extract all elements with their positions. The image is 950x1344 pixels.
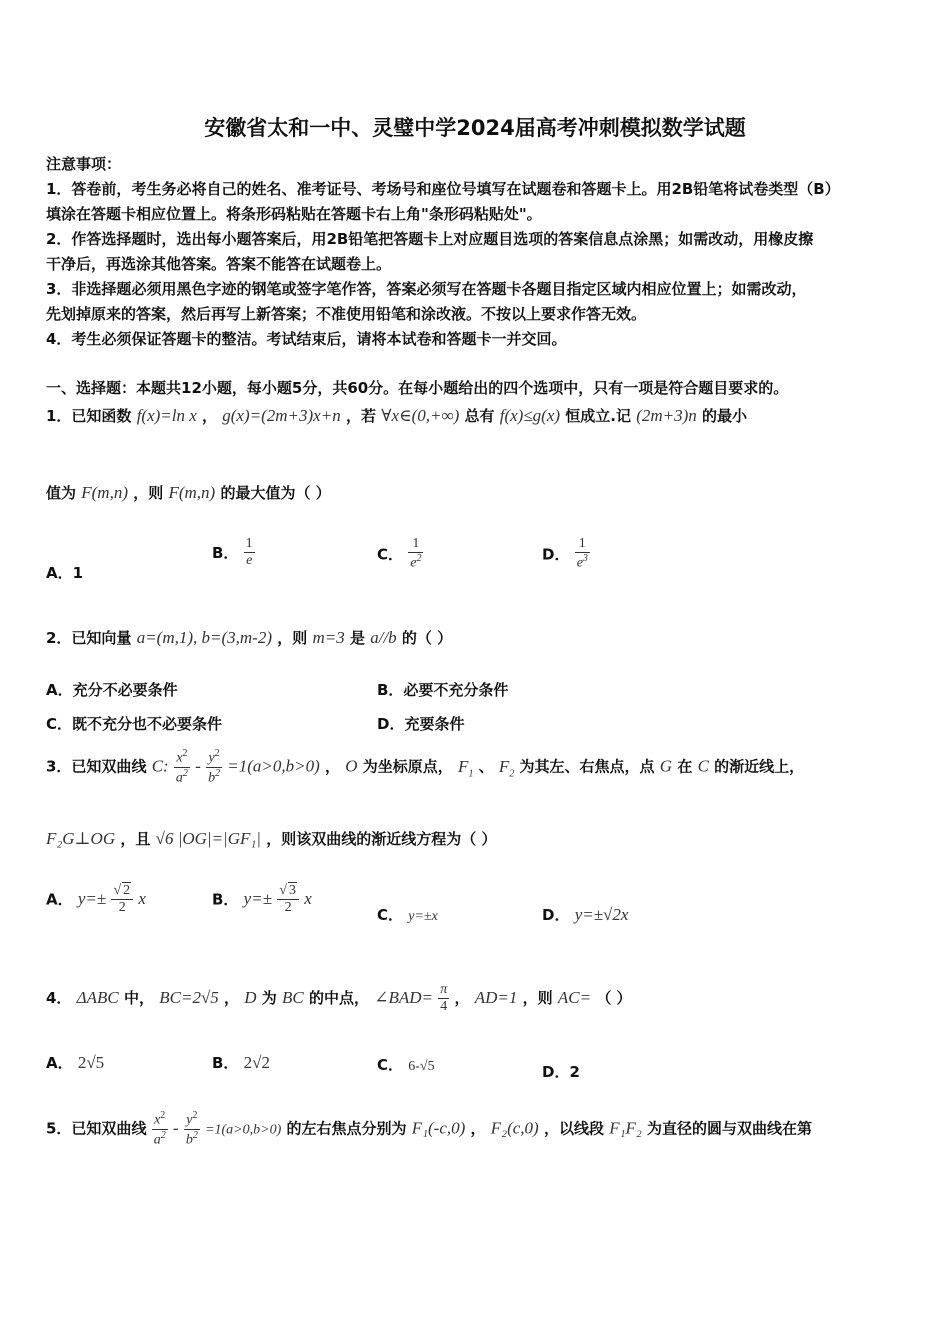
notice-line-2: 填涂在答题卡相应位置上。将条形码粘贴在答题卡右上角"条形码粘贴处"。 <box>46 205 542 223</box>
q1-option-d-frac: $\frac{1}{e^3}$ <box>576 536 588 571</box>
q3-perp: F₂G⊥OG <box>46 829 116 848</box>
q5-text: ， <box>470 1119 486 1138</box>
q1-option-c-frac: $\frac{1}{e^2}$ <box>410 536 422 571</box>
q3-x-frac: $\frac{x^2}{a^2}$ <box>175 748 188 786</box>
q1-text: 总有 <box>464 407 495 425</box>
q5-text: 为直径的圆与双曲线在第 <box>647 1119 813 1138</box>
q1-option-d-label: D． <box>542 545 570 564</box>
notice-line-3: 2．作答选择题时，选出每小题答案后，用2B铅笔把答题卡上对应题目选项的答案信息点涂黑；如需改动，用橡皮擦 <box>46 230 814 248</box>
q2-text: 2．已知向量 <box>46 629 132 647</box>
q4-text: ， <box>454 989 470 1007</box>
q1-text: 1．已知函数 <box>46 407 132 425</box>
q1-F: F(m,n) <box>168 483 216 502</box>
q3-text: 在 <box>677 757 693 776</box>
q3-F2: $F_2$ <box>498 756 515 780</box>
q1-f-expr: f(x)=ln x <box>136 406 197 425</box>
notice-line-4: 干净后，再选涂其他答案。答案不能答在试题卷上。 <box>46 255 392 273</box>
q4-option-c-value: 6-√5 <box>408 1059 435 1074</box>
notice-line-7: 4．考生必须保证答题卡的整洁。考试结束后，请将本试卷和答题卡一并交回。 <box>46 330 567 348</box>
q1-text: 的最小 <box>702 407 748 425</box>
q1-option-b-frac: $\frac{1}{e}$ <box>245 536 253 568</box>
q5-segment: F₁F₂ <box>609 1118 642 1138</box>
q4-option-a <box>46 1052 104 1073</box>
q5-eq-rest: =1(a>0,b>0) <box>205 1122 282 1138</box>
q3-option-d <box>542 904 628 925</box>
q2-text: ，则 <box>277 629 308 647</box>
q3-G: G <box>659 756 673 776</box>
q4-text: 的中点， <box>309 989 370 1007</box>
q4-BC: BC <box>282 988 304 1007</box>
q2-option-a: A．充分不必要条件 <box>46 681 178 699</box>
q1-option-d <box>542 536 590 572</box>
q3-option-d-value: y=±√2x <box>574 905 629 924</box>
q3-option-b: B． y=± $\frac{√ 3}{2}$ x <box>212 883 312 915</box>
q4-angle: ∠BAD= <box>374 988 434 1007</box>
q1-option-c <box>377 536 423 572</box>
q2-parallel: a//b <box>370 628 397 647</box>
q4-option-d: D．2 <box>542 1063 580 1081</box>
q1-text: ，则 <box>133 484 164 502</box>
q5-text: 5．已知双曲线 <box>46 1119 147 1138</box>
q4-option-b-label: B． <box>212 1054 239 1072</box>
q4-option-b-value: 2√2 <box>243 1053 271 1072</box>
q3-C: C: <box>151 756 169 776</box>
q3-option-d-label: D． <box>542 906 570 924</box>
q4-text: ，则 <box>522 989 553 1007</box>
q2-vectors: a=(m,1), b=(3,m-2) <box>136 628 272 647</box>
q3-text: ，则该双曲线的渐近线方程为（ ） <box>266 830 497 848</box>
q3-option-a-frac: $\frac{√ 2}{2}$ <box>111 882 133 916</box>
q4-text: 中， <box>124 989 155 1007</box>
q3-text: ， <box>325 757 341 776</box>
q2-text: 是 <box>349 629 365 647</box>
q1-stem-line1 <box>46 405 747 426</box>
q4-ac: AC= <box>557 988 592 1007</box>
q1-option-a: A．1 <box>46 564 84 582</box>
notice-line-1: 1．答卷前，考生务必将自己的姓名、准考证号、考场号和座位号填写在试题卷和答题卡上。用2B铅笔将试卷类型（B） <box>46 180 840 198</box>
q1-F: F(m,n) <box>81 483 128 502</box>
q1-inequality: f(x)≤g(x) <box>499 406 561 425</box>
q3-eq-rest: =1(a>0,b>0) <box>227 756 320 776</box>
q3-relation: √6 |OG|=|GF₁| <box>155 829 261 848</box>
q5-F2: F₂(c,0) <box>490 1118 539 1138</box>
q3-option-c-value: y=±x <box>408 909 438 924</box>
q4-option-a-value: 2√5 <box>77 1053 105 1072</box>
q3-stem-line2 <box>46 828 496 849</box>
q5-y-frac: $\frac{y^2}{b^2}$ <box>185 1110 198 1148</box>
q1-text: 的最大值为（ ） <box>220 484 331 502</box>
q4-text: ， <box>224 989 240 1007</box>
q5-F1: F₁(-c,0) <box>411 1118 466 1138</box>
q4-option-a-label: A． <box>46 1054 73 1072</box>
q2-text: 的（ ） <box>401 629 453 647</box>
q1-option-c-label: C． <box>377 545 404 564</box>
q3-option-b-label: B． <box>212 890 239 909</box>
q4-D: D <box>244 988 257 1007</box>
q3-y-frac: $\frac{y^2}{b^2}$ <box>208 748 221 786</box>
page-title: 安徽省太和一中、灵璧中学2024届高考冲刺模拟数学试题 <box>204 116 746 140</box>
q3-text: 3．已知双曲线 <box>46 757 147 776</box>
section-heading: 一、选择题：本题共12小题，每小题5分，共60分。在每小题给出的四个选项中，只有一项是符合题目要求的。 <box>46 379 789 397</box>
q3-text: 为坐标原点， <box>362 757 453 776</box>
q2-m: m=3 <box>312 628 345 647</box>
q4-stem <box>46 982 632 1015</box>
q2-option-c: C．既不充分也不必要条件 <box>46 715 223 733</box>
q1-option-b-label: B． <box>212 544 239 562</box>
q1-stem-line2 <box>46 482 331 503</box>
q3-option-a-label: A． <box>46 890 73 909</box>
q4-triangle: ΔABC <box>76 988 119 1007</box>
notice-heading: 注意事项： <box>46 155 122 173</box>
q5-x-frac: $\frac{x^2}{a^2}$ <box>153 1110 166 1148</box>
q3-O: O <box>345 756 358 776</box>
q3-text: 为其左、右焦点，点 <box>519 757 655 776</box>
q4-angle-frac: $\frac{\pi}{4}$ <box>440 982 448 1014</box>
q1-text: ，若 <box>345 407 376 425</box>
q1-expr: (2m+3)n <box>636 406 697 425</box>
q2-option-d: D．充要条件 <box>377 715 465 733</box>
q3-stem-line1: 3．已知双曲线 C: $\frac{x^2}{a^2}$ - $\frac{y^2}{b^2}$ =1(a>0,b>0) ， O 为坐标原点， $F_1$ 、 $F_2$ 为其左、右焦点，点 G 在 C 的渐近线上， <box>46 748 805 786</box>
q3-option-b-frac: $\frac{√ 3}{2}$ <box>277 882 299 916</box>
q1-text: ， <box>202 407 218 425</box>
q1-condition: ∀x∈(0,+∞) <box>381 406 460 425</box>
q3-option-c <box>377 904 438 925</box>
q4-option-b <box>212 1052 270 1073</box>
q3-C: C <box>697 756 709 776</box>
q3-F1: $F_1$ <box>458 756 474 780</box>
q3-text: ，且 <box>120 830 151 848</box>
q4-text: 4． <box>46 989 72 1007</box>
q2-stem <box>46 627 452 648</box>
q3-option-c-label: C． <box>377 906 404 924</box>
q3-option-a: A． y=± $\frac{√ 2}{2}$ x <box>46 883 146 915</box>
q5-text: ，以线段 <box>543 1119 604 1138</box>
q4-option-c <box>377 1054 435 1075</box>
notice-line-6: 先划掉原来的答案，然后再写上新答案；不准使用铅笔和涂改液。不按以上要求作答无效。 <box>46 305 647 323</box>
q5-stem: 5．已知双曲线 $\frac{x^2}{a^2}$ - $\frac{y^2}{b^2}$ =1(a>0,b>0) 的左右焦点分别为 F₁(-c,0) ， F₂(c,0) ，以线段 F₁F₂ 为直径的圆与双曲线在第 <box>46 1110 813 1148</box>
notice-line-5: 3．非选择题必须用黑色字迹的钢笔或签字笔作答，答案必须写在答题卡各题目指定区域内相应位置上；如需改动， <box>46 280 807 298</box>
q1-option-b <box>212 536 255 569</box>
q4-ad: AD=1 <box>474 988 518 1007</box>
q4-bc: BC=2√5 <box>159 988 219 1007</box>
q5-text: 的左右焦点分别为 <box>286 1119 407 1138</box>
q4-option-c-label: C． <box>377 1056 404 1074</box>
q3-text: 、 <box>478 757 494 776</box>
q4-text: （ ） <box>596 989 632 1007</box>
q1-text: 恒成立.记 <box>565 407 631 425</box>
q2-option-b: B．必要不充分条件 <box>377 681 509 699</box>
q4-text: 为 <box>261 989 277 1007</box>
q3-text: 的渐近线上， <box>714 757 805 776</box>
q1-g-expr: g(x)=(2m+3)x+n <box>222 406 341 425</box>
q1-text: 值为 <box>46 484 77 502</box>
